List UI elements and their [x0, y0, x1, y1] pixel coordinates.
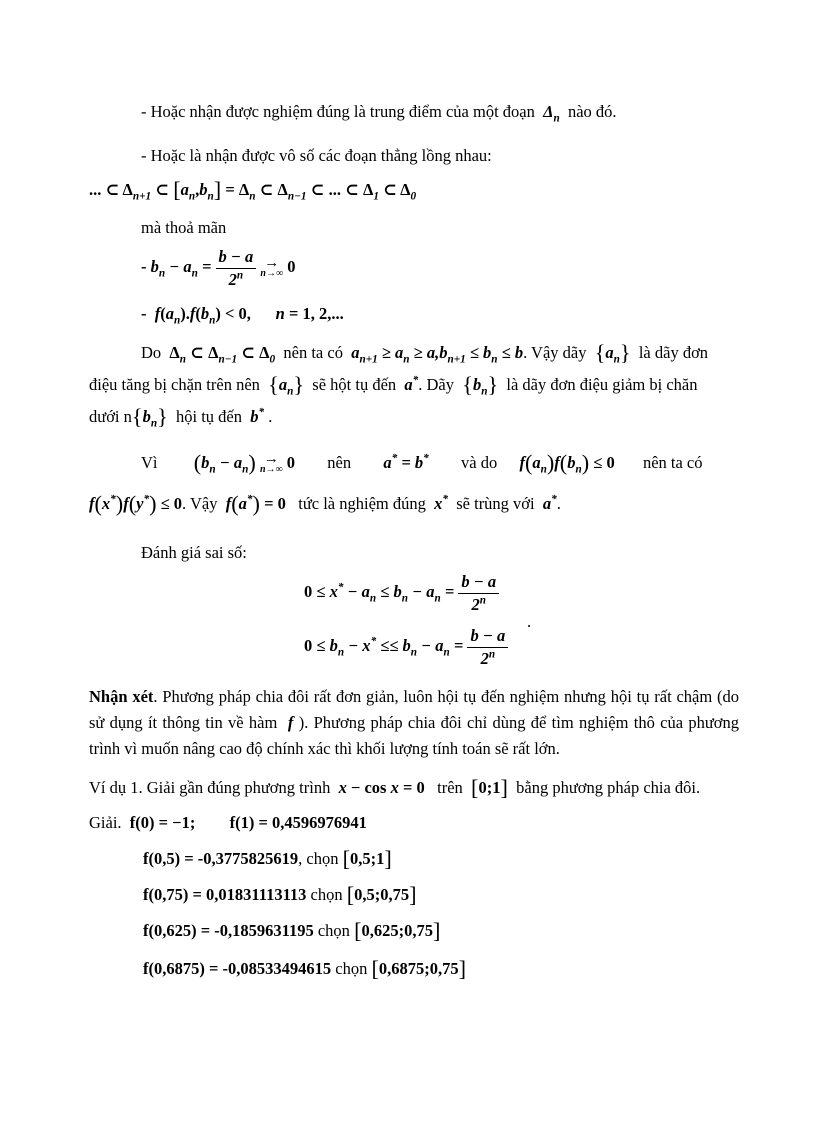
text: . Dãy	[418, 375, 455, 394]
interval: 0,6875;0,75	[378, 959, 459, 978]
value-f1: f(1) = 0,4596976941	[229, 813, 367, 832]
value-f05: f(0,5) = -0,3775825619	[143, 849, 299, 868]
text: trên	[437, 778, 463, 797]
text: , chọn	[298, 849, 339, 868]
text-dieu-line: điệu tăng bị chặn trên nên $\{a_n\}$ sẽ hột tụ đến a*. Dãy $\{b_n\}$ là dãy đơn điệu giảm bị chăn	[89, 372, 698, 398]
text: hội tụ đến	[176, 407, 243, 426]
math-condition-2: - $f(a_n).f(b_n) < 0$, n = 1, 2,...	[141, 304, 344, 327]
text: nên ta có	[642, 453, 703, 472]
text: chọn	[335, 959, 368, 978]
math-nested-intervals: ... ⊂ $\Delta_{n+1}$ ⊂ $[a_n,b_n] = \Delta_n$ ⊂ $\Delta_{n-1}$ ⊂ ... ⊂ $\Delta_1$ ⊂ $\Delta_0$	[89, 177, 417, 203]
text: Vì	[141, 453, 158, 472]
value-f0: f(0) = −1;	[129, 813, 196, 832]
text: chọn	[310, 885, 343, 904]
text-step-2: f(0,75) = 0,01831113113 chọn [0,5;0,75]	[143, 882, 417, 907]
math-error-bound-2: $0 \le b_n - x^* \le\le b_n - a_n$ = $\frac{b - a}{2^n}$	[304, 624, 508, 668]
text: . Phương pháp chia đôi rất đơn giản, luôn hội tụ đến nghiệm nhưng hội tụ rất chậm (do sử dụng ít thông tin về hàm	[89, 687, 740, 732]
math-condition-1: - $b_n - a_n$ = $\frac{b - a}{2^n}$ → n→∞ 0	[141, 246, 296, 289]
math-error-bound-1: $0 \le x^* - a_n \le b_n - a_n$ = $\frac{b - a}{2^n}$	[304, 570, 499, 614]
period: .	[527, 612, 532, 631]
value-f06875: f(0,6875) = -0,08533494615	[143, 959, 332, 978]
text: là dãy đơn	[638, 343, 709, 362]
interval: 0,625;0,75	[361, 921, 433, 940]
text: sẽ hột tụ đến	[312, 375, 397, 394]
text: Đánh giá sai số:	[141, 543, 247, 562]
interval: 0,5;0,75	[354, 885, 410, 904]
text: nên	[327, 453, 352, 472]
text: tức là nghiệm đúng	[298, 494, 426, 513]
text-line-1	[141, 102, 617, 125]
text-step-3: f(0,625) = -0,1859631195 chọn [0,625;0,75]	[143, 918, 441, 943]
text-danh-gia	[141, 543, 247, 563]
text-line-2	[141, 146, 492, 166]
interval: 0,5;1	[350, 849, 385, 868]
math: $a_{n+1} \ge a_n \ge a,b_{n+1} \le b_n \le b$	[347, 343, 524, 366]
text: điệu tăng bị chặn trên nên	[89, 375, 260, 394]
limit-arrow: → n→∞	[260, 255, 284, 279]
math-delta-n: $\Delta_n$	[538, 102, 560, 125]
text: . Vậy dãy	[523, 343, 587, 362]
text-step-4: f(0,6875) = -0,08533494615 chọn [0,6875;0,75]	[143, 956, 467, 981]
text: nên ta có	[283, 343, 343, 362]
text: mà thoả mãn	[141, 218, 227, 237]
text: nào đó.	[567, 102, 617, 121]
text: bằng phương pháp chia đôi.	[516, 778, 701, 797]
text-vi-line: Vì $(b_n - a_n)$ → n→∞ 0 nên a* = b* và do $f(a_n)f(b_n) \le 0$ nên ta có	[141, 450, 703, 476]
text: sẽ trùng với	[456, 494, 535, 513]
text-line-4	[141, 218, 226, 238]
text-duoi-line: dưới $n\{b_n\}$ hội tụ đến b* .	[89, 404, 273, 430]
text: - Hoặc là nhận được vô số các đoạn thẳng lồng nhau:	[141, 146, 492, 165]
text: Do	[141, 343, 162, 362]
text: chọn	[317, 921, 350, 940]
text: là dãy đơn điệu giảm bị chăn	[506, 375, 698, 394]
text-fx-line: f(x*)f(y*) ≤ 0. Vậy f(a*) = 0 tức là nghiệm đúng x* sẽ trùng với a*.	[89, 491, 561, 516]
text: - Hoặc nhận được nghiệm đúng là trung điểm của một đoạn	[141, 102, 535, 121]
value-f075: f(0,75) = 0,01831113113	[143, 885, 307, 904]
fraction: $\frac{b - a}{2^n}$	[216, 248, 257, 289]
paragraph-nhan-xet: Nhận xét. Phương pháp chia đôi rất đơn giản, luôn hội tụ đến nghiệm nhưng hội tụ rất chậm (do sử dụng ít thông tin về hàm f ). Phương pháp chia đôi chỉ dùng để tìm nghiệm thô của phương trình vì muốn nâng cao độ chính xác thì khối lượng tính toán sẽ rất lớn.	[89, 687, 740, 758]
text: và do	[461, 453, 498, 472]
nhan-xet-title: Nhận xét	[89, 687, 154, 706]
text: ). Phương pháp chia đôi chỉ dùng để tìm nghiệm thô của phương trình vì muốn nâng cao độ chính xác thì khối lượng tính toán sẽ rất lớn.	[89, 713, 739, 758]
text: dưới n	[89, 407, 132, 426]
text: Ví dụ 1. Giải gần đúng phương trình	[89, 778, 331, 797]
math: $\Delta_n$ ⊂ $\Delta_{n-1}$ ⊂ $\Delta_0$	[165, 343, 276, 366]
text: Giải.	[89, 813, 122, 832]
value-f0625: f(0,625) = -0,1859631195	[143, 921, 314, 940]
text-do-line	[141, 340, 709, 366]
text-giai	[89, 810, 367, 836]
text-vi-du: Ví dụ 1. Giải gần đúng phương trình x − cos x = 0 trên [0;1] bằng phương pháp chia đôi.	[89, 775, 701, 800]
math: $\{a_n\}$	[594, 340, 631, 366]
text-step-1: f(0,5) = -0,3775825619, chọn [0,5;1]	[143, 846, 392, 871]
text: . Vậy	[182, 494, 218, 513]
